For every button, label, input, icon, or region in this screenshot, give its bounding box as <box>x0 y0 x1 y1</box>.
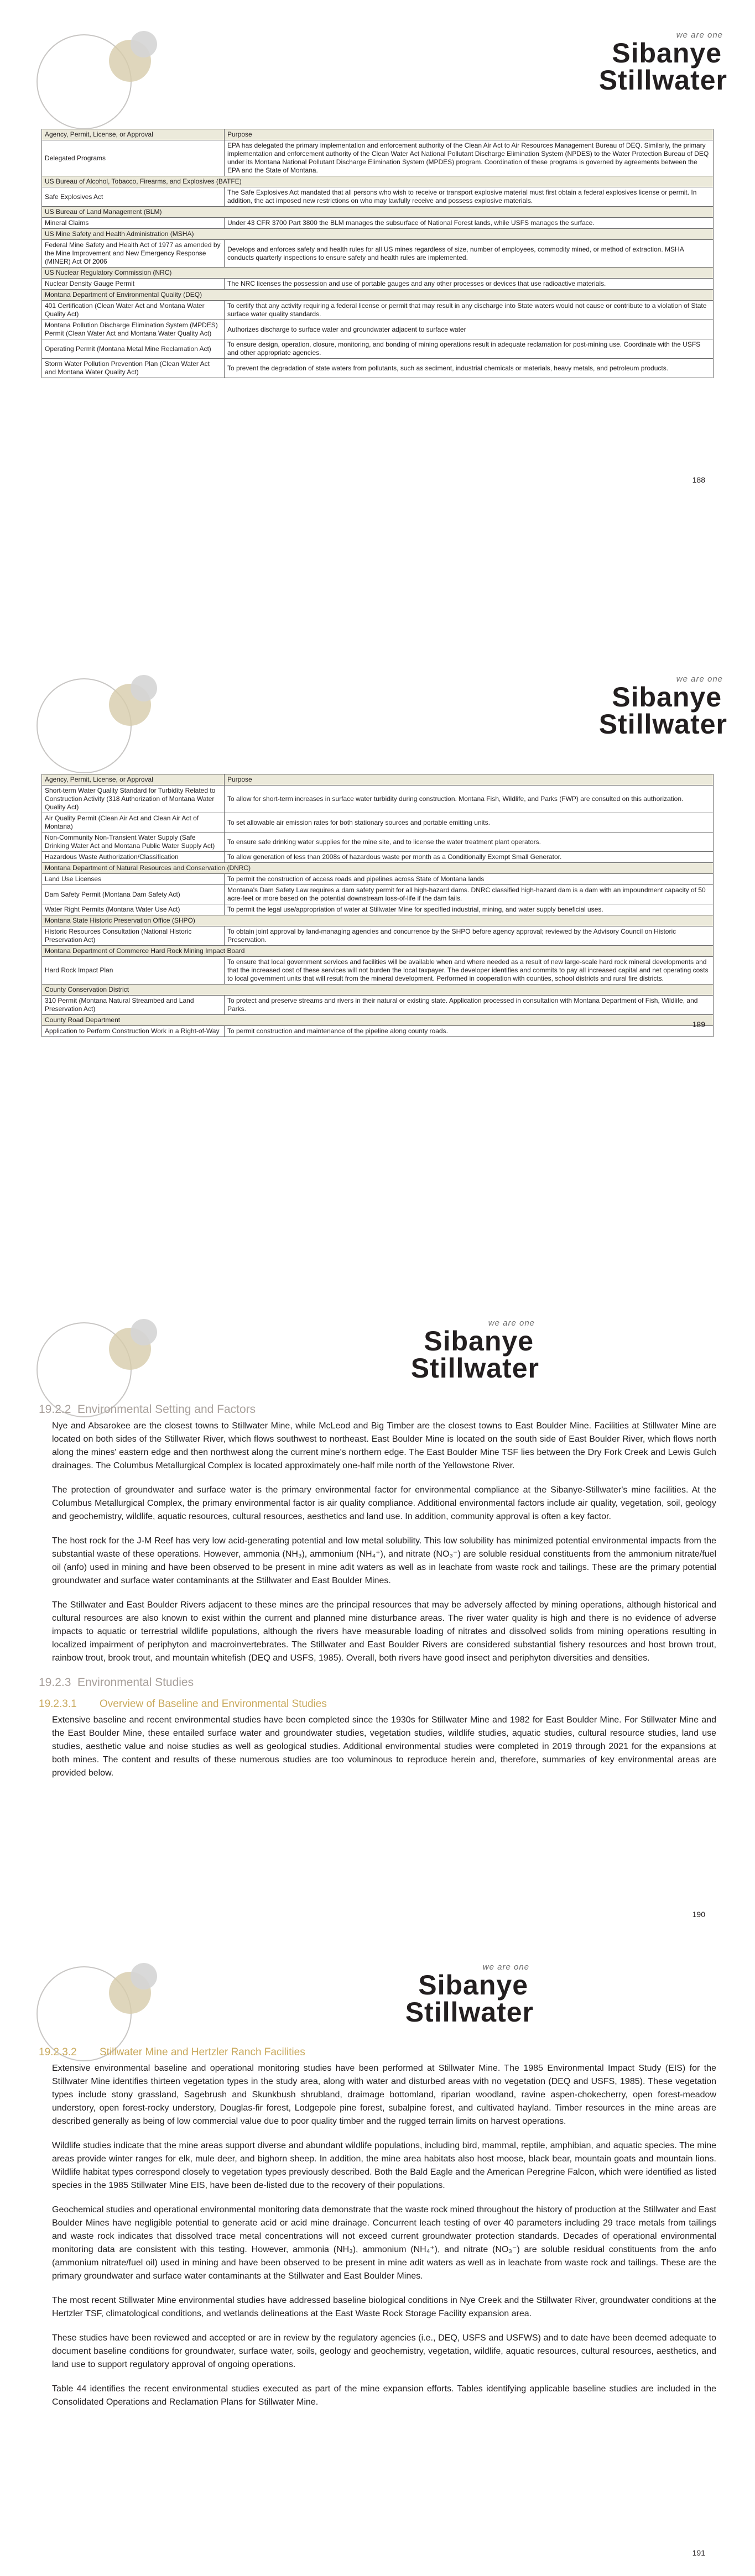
logo-tagline: we are one <box>676 674 723 684</box>
purpose-cell: The NRC licenses the possession and use of portable gauges and any other processes or devices that use radioactive materials. <box>225 279 714 290</box>
logo-tagline: we are one <box>488 1318 535 1328</box>
paragraph: Table 44 identifies the recent environmental studies executed as part of the mine expansion efforts. Tables identifying applicable baseline studies are included in the Consolidated Operations and Reclamation Plans for Stillwater Mine. <box>52 2384 716 2407</box>
permit-cell: Hard Rock Impact Plan <box>42 957 225 985</box>
permit-cell: Mineral Claims <box>42 218 225 229</box>
table-row <box>42 339 714 359</box>
paragraph: Extensive baseline and recent environmental studies have been completed since the 1930s for Stillwater Mine and 1982 for East Boulder Mine. For Stillwater Mine and the East Boulder Mine, these entailed surface water and groundwater studies, vegetation studies, wildlife studies, aquatic studies, cultural resource studies, land use studies, aesthetic value and noise studies as well as geological studies. Additional environmental studies were completed in 2019 through 2021 for the expansions at both mines. The content and results of these numerous studies are too voluminous to reproduce herein and, therefore, summaries of key environmental areas are provided below. <box>52 1715 716 1778</box>
agency-section-label: County Road Department <box>42 1015 714 1026</box>
table-row <box>42 885 714 904</box>
column-header: Agency, Permit, License, or Approval <box>42 774 225 786</box>
agency-section-label: Montana State Historic Preservation Office (SHPO) <box>42 915 714 926</box>
permit-cell: Safe Explosives Act <box>42 187 225 207</box>
table-row <box>42 320 714 339</box>
table-section-row <box>42 268 714 279</box>
paragraph: The most recent Stillwater Mine environmental studies have addressed baseline biological conditions in Nye Creek and the Stillwater River, groundwater conditions at the Hertzler TSF, climatological conditions, and wetlands delineations at the East Waste Rock Storage Facility expansion area. <box>52 2296 716 2318</box>
permit-cell: Land Use Licenses <box>42 874 225 885</box>
table-row <box>42 279 714 290</box>
permit-cell: Montana Pollution Discharge Elimination System (MPDES) Permit (Clean Water Act and Montana Water Quality Act) <box>42 320 225 339</box>
table-section-row <box>42 863 714 874</box>
permits-table <box>41 129 714 378</box>
permit-cell: Hazardous Waste Authorization/Classification <box>42 852 225 863</box>
agency-section-label: US Bureau of Alcohol, Tobacco, Firearms, and Explosives (BATFE) <box>42 176 714 187</box>
subsection-heading: 19.2.3.2 Stillwater Mine and Hertzler Ranch Facilities <box>39 2046 305 2058</box>
table-row <box>42 786 714 813</box>
agency-section-label: US Nuclear Regulatory Commission (NRC) <box>42 268 714 279</box>
table-row <box>42 187 714 207</box>
page-number: 189 <box>692 1020 705 1029</box>
paragraph: Wildlife studies indicate that the mine areas support diverse and abundant wildlife populations, including bird, mammal, reptile, amphibian, and aquatic species. The mine areas provide winter ranges for elk, mule deer, and bighorn sheep. In addition, the mine area habitats also host moose, black bear, mountain goats and mountain lions. Wildlife habitat types correspond closely to vegetation types previously described. Both the Bald Eagle and the American Peregrine Falcon, which were identified as listed species in the 1985 Stillwater Mine EIS, have been de-listed due to the recovery of their populations. <box>52 2141 716 2190</box>
paragraph: Nye and Absarokee are the closest towns to Stillwater Mine, while McLeod and Big Timber are the closest towns to East Boulder Mine. Facilities at Stillwater Mine are located on both sides of the Stillwater River, which flows southwest to northeast. East Boulder Mine is located on the south side of East Boulder River, which flows north along the mines' eastern edge and then northwest along the current mine's northern edge. The East Boulder Mine TSF lies between the Dry Fork Creek and Lewis Gulch drainages. The Columbus Metallurgical Complex is located approximately one-half mile north of the Yellowstone River. <box>52 1421 716 1470</box>
table-row <box>42 140 714 176</box>
table-row <box>42 1026 714 1037</box>
permit-cell: 310 Permit (Montana Natural Streambed and Land Preservation Act) <box>42 996 225 1015</box>
table-section-row <box>42 946 714 957</box>
table-row <box>42 926 714 946</box>
table-row <box>42 904 714 915</box>
purpose-cell: To ensure that local government services and facilities will be available when and where needed as a result of new large-scale hard rock mineral developments and that the increased cost of these services will not burden the local taxpayer. The developer identifies and commits to pay all increased capital and net operating costs to local government units that will result from the mineral development. Performed in cooperation with counties, school districts and rural fire districts. <box>225 957 714 985</box>
permit-cell: Operating Permit (Montana Metal Mine Reclamation Act) <box>42 339 225 359</box>
agency-section-label: US Bureau of Land Management (BLM) <box>42 207 714 218</box>
paragraph: These studies have been reviewed and accepted or are in review by the regulatory agencies (i.e., DEQ, USFS and USFWS) and to date have been deemed adequate to document baseline conditions for groundwater, surface water, soils, geology and geochemistry, vegetation, wildlife, aquatic resources, cultural resources, aesthetics, and land use to support regulatory approval of ongoing operations. <box>52 2333 716 2369</box>
table-header-row <box>42 129 714 140</box>
paragraph: The Stillwater and East Boulder Rivers adjacent to these mines are the principal resources that may be adversely affected by mining operations, although historical and cultural resources are also known to exist within the current and planned mine disturbance areas. The river water quality is high and there is no evidence of adverse impacts to aquatic or terrestrial wildlife populations, although the rivers have measurable loading of nitrates and dissolved solids from mining operations resulting in localized impairment of periphyton and macroinvertebrates. The Stillwater and East Boulder Rivers are considered substantial fishery resources and host brown trout, rainbow trout, brook trout, and mountain whitefish (DEQ and USFS, 1985). Overall, both rivers have good insect and periphyton diversities and densities. <box>52 1600 716 1663</box>
page-number: 190 <box>692 1910 705 1919</box>
page-190 <box>0 1288 755 1932</box>
permit-cell: Non-Community Non-Transient Water Supply (Safe Drinking Water Act and Montana Public Water Supply Act) <box>42 833 225 852</box>
page-189 <box>0 644 755 1288</box>
logo-word-sibanye: Sibanye <box>418 1970 528 2001</box>
purpose-cell: Montana's Dam Safety Law requires a dam safety permit for all high-hazard dams. DNRC classified high-hazard dam is a dam with an impoundment capacity of 50 acre-feet or more based on the potential downstream loss-of-life if the dam fails. <box>225 885 714 904</box>
section-heading: 19.2.2 Environmental Setting and Factors <box>39 1403 256 1416</box>
column-header: Purpose <box>225 774 714 786</box>
permit-cell: Application to Perform Construction Work in a Right-of-Way <box>42 1026 225 1037</box>
purpose-cell: To protect and preserve streams and rivers in their natural or existing state. Application processed in consultation with Montana Department of Fish, Wildlife, and Parks. <box>225 996 714 1015</box>
table-section-row <box>42 176 714 187</box>
permit-cell: Federal Mine Safety and Health Act of 1977 as amended by the Mine Improvement and New Emergency Response (MINER) Act Of 2006 <box>42 240 225 268</box>
permit-cell: Short-term Water Quality Standard for Turbidity Related to Construction Activity (318 Authorization of Montana Water Quality Act) <box>42 786 225 813</box>
table-header-row <box>42 774 714 786</box>
paragraph: Geochemical studies and operational environmental monitoring data demonstrate that the waste rock mined throughout the history of production at the Stillwater and East Boulder Mines have negligible potential to generate acid or acid mine drainage. Concurrent leach testing of over 40 parameters including 29 trace metals from tailings and waste rock indicates that dissolved trace metal concentrations will not exceed current groundwater protection standards. Decades of operational environmental monitoring data are consistent with this testing. However, ammonia (NH₃), ammonium (NH₄⁺), and nitrate (NO₃⁻) are soluble residual constituents from the anfo (ammonium nitrate/fuel oil) used in mining and have been observed to be present in mine adit waters as well as in leachate from waste rock and tailings. These are the primary groundwater and surface water contaminants at the Stillwater and East Boulder Mines. <box>52 2205 716 2281</box>
table-section-row <box>42 207 714 218</box>
agency-section-label: US Mine Safety and Health Administration (MSHA) <box>42 229 714 240</box>
purpose-cell: To permit the construction of access roads and pipelines across State of Montana lands <box>225 874 714 885</box>
table-row <box>42 240 714 268</box>
permit-cell: Delegated Programs <box>42 140 225 176</box>
page-number: 191 <box>692 2548 705 2557</box>
agency-section-label: Montana Department of Natural Resources and Conservation (DNRC) <box>42 863 714 874</box>
table-section-row <box>42 1015 714 1026</box>
purpose-cell: EPA has delegated the primary implementation and enforcement authority of the Clean Air Act to Air Resources Management Bureau of DEQ. Similarly, the primary implementation and enforcement authority of the Clean Water Act National Pollutant Discharge Elimination System (NPDES) to the Water Protection Bureau of DEQ under its Montana National Pollutant Discharge Elimination System (MPDES) program. Coordination of these programs is governed by agreements between the EPA and the State of Montana. <box>225 140 714 176</box>
table-section-row <box>42 915 714 926</box>
logo-tagline: we are one <box>482 1962 529 1972</box>
paragraph: The protection of groundwater and surface water is the primary environmental factor for environmental compliance at the Sibanye-Stillwater's mine facilities. At the Columbus Metallurgical Complex, the primary environmental factor is air quality compliance. Additional environmental factors include air quality, vegetation, soil, geology and geochemistry, wildlife, aquatic resources, cultural resources, aesthetics and land use. In addition, community approval is often a key factor. <box>52 1485 716 1521</box>
company-logo <box>395 1318 539 1385</box>
page-body <box>39 1403 716 1791</box>
page-number: 188 <box>692 475 705 484</box>
agency-section-label: Montana Department of Commerce Hard Rock Mining Impact Board <box>42 946 714 957</box>
purpose-cell: To obtain joint approval by land-managing agencies and concurrence by the SHPO before agency approval; reviewed by the Advisory Council on Historic Preservation. <box>225 926 714 946</box>
purpose-cell: Under 43 CFR 3700 Part 3800 the BLM manages the subsurface of National Forest lands, while USFS manages the surface. <box>225 218 714 229</box>
purpose-cell: To permit the legal use/appropriation of water at Stillwater Mine for specified industrial, mining, and water supply beneficial uses. <box>225 904 714 915</box>
permit-cell: Water Right Permits (Montana Water Use Act) <box>42 904 225 915</box>
logo-word-stillwater: Stillwater <box>598 709 727 740</box>
purpose-cell: To ensure safe drinking water supplies for the mine site, and to license the water treatment plant operators. <box>225 833 714 852</box>
table-row <box>42 996 714 1015</box>
decorative-circles <box>33 672 160 777</box>
page-188 <box>0 0 755 644</box>
permits-table <box>41 774 714 1037</box>
purpose-cell: To set allowable air emission rates for both stationary sources and portable emitting units. <box>225 813 714 833</box>
decorative-circles <box>33 28 160 133</box>
table-section-row <box>42 229 714 240</box>
logo-word-sibanye: Sibanye <box>612 682 722 713</box>
logo-word-stillwater: Stillwater <box>598 65 727 96</box>
page-body <box>39 2046 716 2420</box>
page-191 <box>0 1932 755 2576</box>
section-heading: 19.2.3 Environmental Studies <box>39 1676 194 1689</box>
purpose-cell: Authorizes discharge to surface water and groundwater adjacent to surface water <box>225 320 714 339</box>
logo-tagline: we are one <box>676 30 723 40</box>
logo-word-stillwater: Stillwater <box>410 1353 539 1384</box>
purpose-cell: To permit construction and maintenance of the pipeline along county roads. <box>225 1026 714 1037</box>
table-row <box>42 359 714 378</box>
purpose-cell: To allow generation of less than 2008s of hazardous waste per month as a Conditionally Exempt Small Generator. <box>225 852 714 863</box>
permit-cell: 401 Certification (Clean Water Act and Montana Water Quality Act) <box>42 301 225 320</box>
logo-word-sibanye: Sibanye <box>612 38 722 69</box>
permit-cell: Historic Resources Consultation (National Historic Preservation Act) <box>42 926 225 946</box>
purpose-cell: Develops and enforces safety and health rules for all US mines regardless of size, number of employees, commodity mined, or method of extraction. MSHA conducts quarterly inspections to ensure safety and health rules are implemented. <box>225 240 714 268</box>
table-section-row <box>42 985 714 996</box>
permit-cell: Storm Water Pollution Prevention Plan (Clean Water Act and Montana Water Quality Act) <box>42 359 225 378</box>
paragraph: Extensive environmental baseline and operational monitoring studies have been performed at Stillwater Mine. The 1985 Environmental Impact Study (EIS) for the Stillwater Mine identifies thirteen vegetation types in the study area, along with water and disturbed areas with no vegetation (DEQ and USFS, 1985). These vegetation types include stony grassland, Sagebrush and Skunkbush shrubland, draimage bottomland, riparian woodland, ravine aspen-chokecherry, open forest-meadow understory, open forest-rocky understory, Douglas-fir forest, Lodgepole pine forest, subalpine forest, and cultivated hayland. Timber resources in the mine areas are described generally as being of low commercial value due to poor quality timber and the rugged terrain limits on harvest operations. <box>52 2064 716 2126</box>
purpose-cell: The Safe Explosives Act mandated that all persons who wish to receive or transport explosive material must first obtain a federal explosives license or permit. In addition, the act imposed new restrictions on who may lawfully receive and possess explosive materials. <box>225 187 714 207</box>
permit-cell: Dam Safety Permit (Montana Dam Safety Act) <box>42 885 225 904</box>
table-row <box>42 874 714 885</box>
table-row <box>42 301 714 320</box>
column-header: Agency, Permit, License, or Approval <box>42 129 225 140</box>
agency-section-label: Montana Department of Environmental Quality (DEQ) <box>42 290 714 301</box>
logo-word-stillwater: Stillwater <box>405 1997 534 2028</box>
permit-cell: Nuclear Density Gauge Permit <box>42 279 225 290</box>
company-logo <box>584 30 727 97</box>
purpose-cell: To prevent the degradation of state waters from pollutants, such as sediment, industrial chemicals or materials, heavy metals, and petroleum products. <box>225 359 714 378</box>
table-section-row <box>42 290 714 301</box>
table-row <box>42 833 714 852</box>
table-row <box>42 218 714 229</box>
purpose-cell: To ensure design, operation, closure, monitoring, and bonding of mining operations result in adequate reclamation for post-mining use. Coordinate with the USFS and other appropriate agencies. <box>225 339 714 359</box>
purpose-cell: To allow for short-term increases in surface water turbidity during construction. Montana Fish, Wildlife, and Parks (FWP) are consulted on this authorization. <box>225 786 714 813</box>
permit-cell: Air Quality Permit (Clean Air Act and Clean Air Act of Montana) <box>42 813 225 833</box>
table-row <box>42 957 714 985</box>
agency-section-label: County Conservation District <box>42 985 714 996</box>
logo-word-sibanye: Sibanye <box>424 1326 534 1357</box>
company-logo <box>584 674 727 741</box>
column-header: Purpose <box>225 129 714 140</box>
table-row <box>42 813 714 833</box>
table-row <box>42 852 714 863</box>
paragraph: The host rock for the J-M Reef has very low acid-generating potential and low metal solubility. This low solubility has minimized potential environmental impacts from the substantial waste of these operations. However, ammonia (NH₃), ammonium (NH₄⁺), and nitrate (NO₃⁻) are soluble residual constituents from the ammonium nitrate/fuel oil (anfo) used in mining and have been observed to be present in mine adit waters as well as in leachate from waste rock and tailings. These are the primary potential groundwater and surface water contaminants at the Stillwater and East Boulder Mines. <box>52 1536 716 1585</box>
company-logo <box>390 1962 534 2029</box>
subsection-heading: 19.2.3.1 Overview of Baseline and Environmental Studies <box>39 1698 327 1710</box>
purpose-cell: To certify that any activity requiring a federal license or permit that may result in any discharge into State waters would not cause or contribute to a violation of State surface water quality standards. <box>225 301 714 320</box>
